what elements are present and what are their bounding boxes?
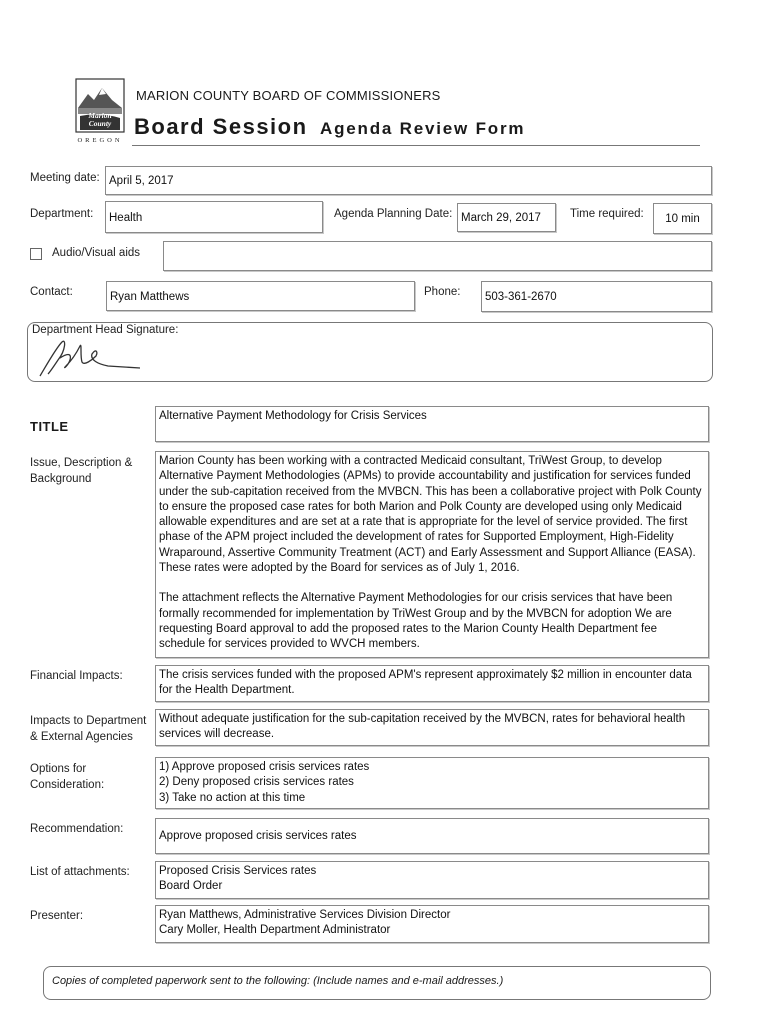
impacts-label-line1: Impacts to Department: [30, 715, 147, 727]
options-label: [30, 762, 104, 793]
handwritten-signature: [36, 336, 146, 380]
financial-field[interactable]: [155, 665, 709, 702]
meeting-date-label: Meeting date:: [30, 172, 100, 184]
av-label: Audio/Visual aids: [52, 247, 141, 259]
contact-label: Contact:: [30, 286, 73, 298]
issue-paragraph-2: The attachment reflects the Alternative Payment Methodologies for our crisis services that have been formally recommended for implementation by TriWest Group and by the MVBCN for adoption We are requesting Board approval to add the proposed rates to the Marion County Health Department fee schedule for services provided to WVCH members.: [159, 592, 673, 651]
title-sub: Agenda Review Form: [320, 119, 526, 138]
title-main: Board Session: [134, 114, 308, 139]
time-required-field[interactable]: [653, 203, 712, 234]
logo-name: Marion County: [88, 111, 112, 128]
contact-field[interactable]: [106, 281, 415, 311]
contact-value: Ryan Matthews: [110, 291, 190, 303]
option-item: 1) Approve proposed crisis services rates: [159, 761, 370, 773]
signature-label: Department Head Signature:: [32, 324, 179, 336]
department-label: Department:: [30, 208, 94, 220]
av-field[interactable]: [163, 241, 712, 271]
county-logo: [74, 78, 126, 148]
impacts-label-line2: & External Agencies: [30, 730, 133, 743]
department-value: Health: [109, 212, 143, 224]
meeting-date-value: April 5, 2017: [109, 175, 174, 187]
attachment-item: Board Order: [159, 880, 223, 893]
org-name: MARION COUNTY BOARD OF COMMISSIONERS: [136, 88, 441, 103]
time-required-label: Time required:: [570, 208, 644, 220]
copies-label: Copies of completed paperwork sent to the following: (Include names and e-mail addresses.): [52, 975, 504, 987]
options-field[interactable]: [155, 757, 709, 809]
issue-field[interactable]: [155, 451, 709, 658]
recommendation-field[interactable]: [155, 818, 709, 854]
title-section-label: TITLE: [30, 419, 69, 434]
recommendation-value: Approve proposed crisis services rates: [159, 830, 357, 842]
phone-value: 503-361-2670: [485, 291, 557, 303]
impacts-field[interactable]: [155, 709, 709, 746]
financial-label: Financial Impacts:: [30, 670, 123, 682]
presenter-item: Ryan Matthews, Administrative Services Division Director: [159, 909, 451, 921]
options-label-line2: Consideration:: [30, 778, 105, 791]
presenter-item: Cary Moller, Health Department Administrator: [159, 924, 391, 937]
option-item: 2) Deny proposed crisis services rates: [159, 776, 354, 789]
issue-label: [30, 456, 132, 487]
impacts-label: [30, 714, 146, 745]
time-required-value: 10 min: [665, 213, 700, 225]
title-field[interactable]: [155, 406, 709, 442]
logo-state: OREGON: [77, 137, 123, 144]
av-checkbox[interactable]: [30, 248, 42, 260]
financial-value: The crisis services funded with the proposed APM's represent approximately $2 million in encounter data for the Health Department.: [159, 669, 692, 697]
planning-date-value: March 29, 2017: [461, 212, 541, 224]
issue-label-line2: Background: [30, 472, 92, 485]
attachments-label: List of attachments:: [30, 866, 130, 878]
attachments-field[interactable]: [155, 861, 709, 899]
title-value: Alternative Payment Methodology for Crisis Services: [159, 410, 427, 422]
option-item: 3) Take no action at this time: [159, 791, 306, 804]
meeting-date-field[interactable]: [105, 166, 712, 195]
form-title: [134, 114, 525, 140]
attachment-item: Proposed Crisis Services rates: [159, 865, 317, 877]
phone-label: Phone:: [424, 286, 461, 298]
issue-label-line1: Issue, Description &: [30, 457, 133, 469]
department-field[interactable]: [105, 201, 323, 233]
presenter-field[interactable]: [155, 905, 709, 943]
planning-date-field[interactable]: [457, 203, 556, 232]
planning-date-label: Agenda Planning Date:: [334, 208, 453, 220]
issue-paragraph-1: Marion County has been working with a contracted Medicaid consultant, TriWest Group, to develop Alternative Payment Methodologies (APMs) to provide accountability and justification for services funded under the sub-capitation received from the MVBCN. This has been a collaborative project with Polk County to ensure the proposed case rates for both Marion and Polk County are developed using only Medicaid allowable expenditures and are set at a rate that is appropriate for the level of service provided. The first phase of the APM project included the development of rates for Supported Employment, High-Fidelity Wraparound, Assertive Community Treatment (ACT) and Early Assessment and Support Alliance (EASA). These rates were adopted by the Board for services as of July 1, 2016.: [159, 455, 702, 575]
options-label-line1: Options for: [30, 763, 87, 775]
phone-field[interactable]: [481, 281, 712, 312]
impacts-value: Without adequate justification for the sub-capitation received by the MVBCN, rates for behavioral health services will decrease.: [159, 713, 686, 741]
recommendation-label: Recommendation:: [30, 823, 124, 835]
header-divider: [132, 145, 700, 146]
presenter-label: Presenter:: [30, 910, 84, 922]
